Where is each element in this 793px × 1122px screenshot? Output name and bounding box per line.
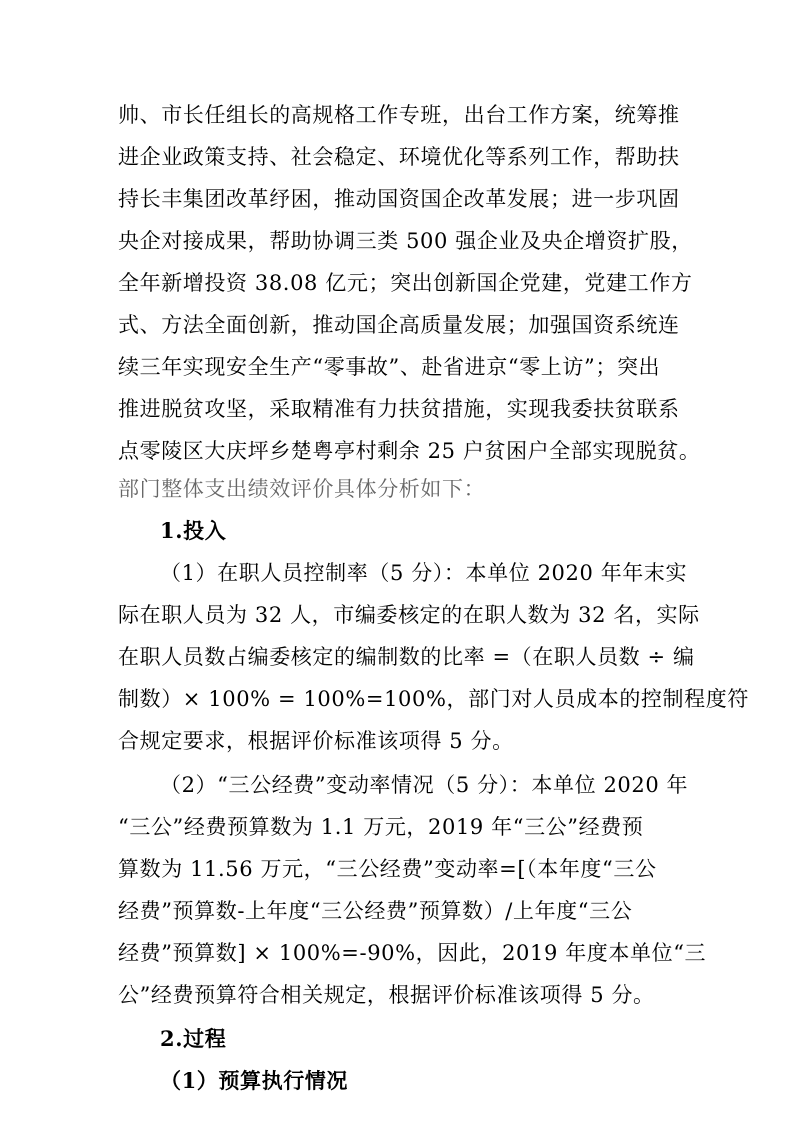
body-line: 持长丰集团改革纾困，推动国资国企改革发展；进一步巩固 (118, 187, 680, 211)
body-line: （1）在职人员控制率（5 分）：本单位 2020 年年末实 (160, 561, 688, 585)
subsection-heading: （1）预算执行情况 (160, 1068, 349, 1093)
body-line: 部门整体支出绩效评价具体分析如下： (118, 477, 486, 501)
body-line: 合规定要求，根据评价标准该项得 5 分。 (118, 729, 514, 753)
section-heading: 2.过程 (160, 1026, 227, 1051)
body-line: 制数）× 100% = 100%=100%，部门对人员成本的控制程度符 (118, 687, 749, 711)
body-line: 在职人员数占编委核定的编制数的比率 =（在职人员数 ÷ 编 (118, 645, 695, 669)
body-line: 式、方法全面创新，推动国企高质量发展；加强国资系统连 (118, 313, 680, 337)
body-line: 央企对接成果，帮助协调三类 500 强企业及央企增资扩股， (118, 229, 693, 253)
body-line: “三公”经费预算数为 1.1 万元，2019 年“三公”经费预 (118, 815, 644, 839)
body-line: 经费”预算数-上年度“三公经费”预算数）/上年度“三公 (118, 899, 633, 923)
body-line: 帅、市长任组长的高规格工作专班，出台工作方案，统筹推 (118, 103, 680, 127)
body-line: 算数为 11.56 万元，“三公经费”变动率=[（本年度“三公 (118, 857, 657, 881)
body-line: 公”经费预算符合相关规定，根据评价标准该项得 5 分。 (118, 983, 655, 1007)
section-heading: 1.投入 (160, 518, 227, 543)
body-line: 进企业政策支持、社会稳定、环境优化等系列工作，帮助扶 (118, 145, 680, 169)
body-line: （2）“三公经费”变动率情况（5 分）：本单位 2020 年 (160, 773, 689, 797)
body-line: 推进脱贫攻坚，采取精准有力扶贫措施，实现我委扶贫联系 (118, 397, 680, 421)
body-line: 际在职人员为 32 人，市编委核定的在职人数为 32 名，实际 (118, 603, 700, 627)
body-line: 经费”预算数] × 100%=-90%，因此，2019 年度本单位“三 (118, 941, 707, 965)
body-line: 点零陵区大庆坪乡楚粤亭村剩余 25 户贫困户全部实现脱贫。 (118, 439, 701, 463)
body-line: 全年新增投资 38.08 亿元；突出创新国企党建，党建工作方 (118, 271, 693, 295)
body-line: 续三年实现安全生产“零事故”、赴省进京“零上访”；突出 (118, 355, 661, 379)
